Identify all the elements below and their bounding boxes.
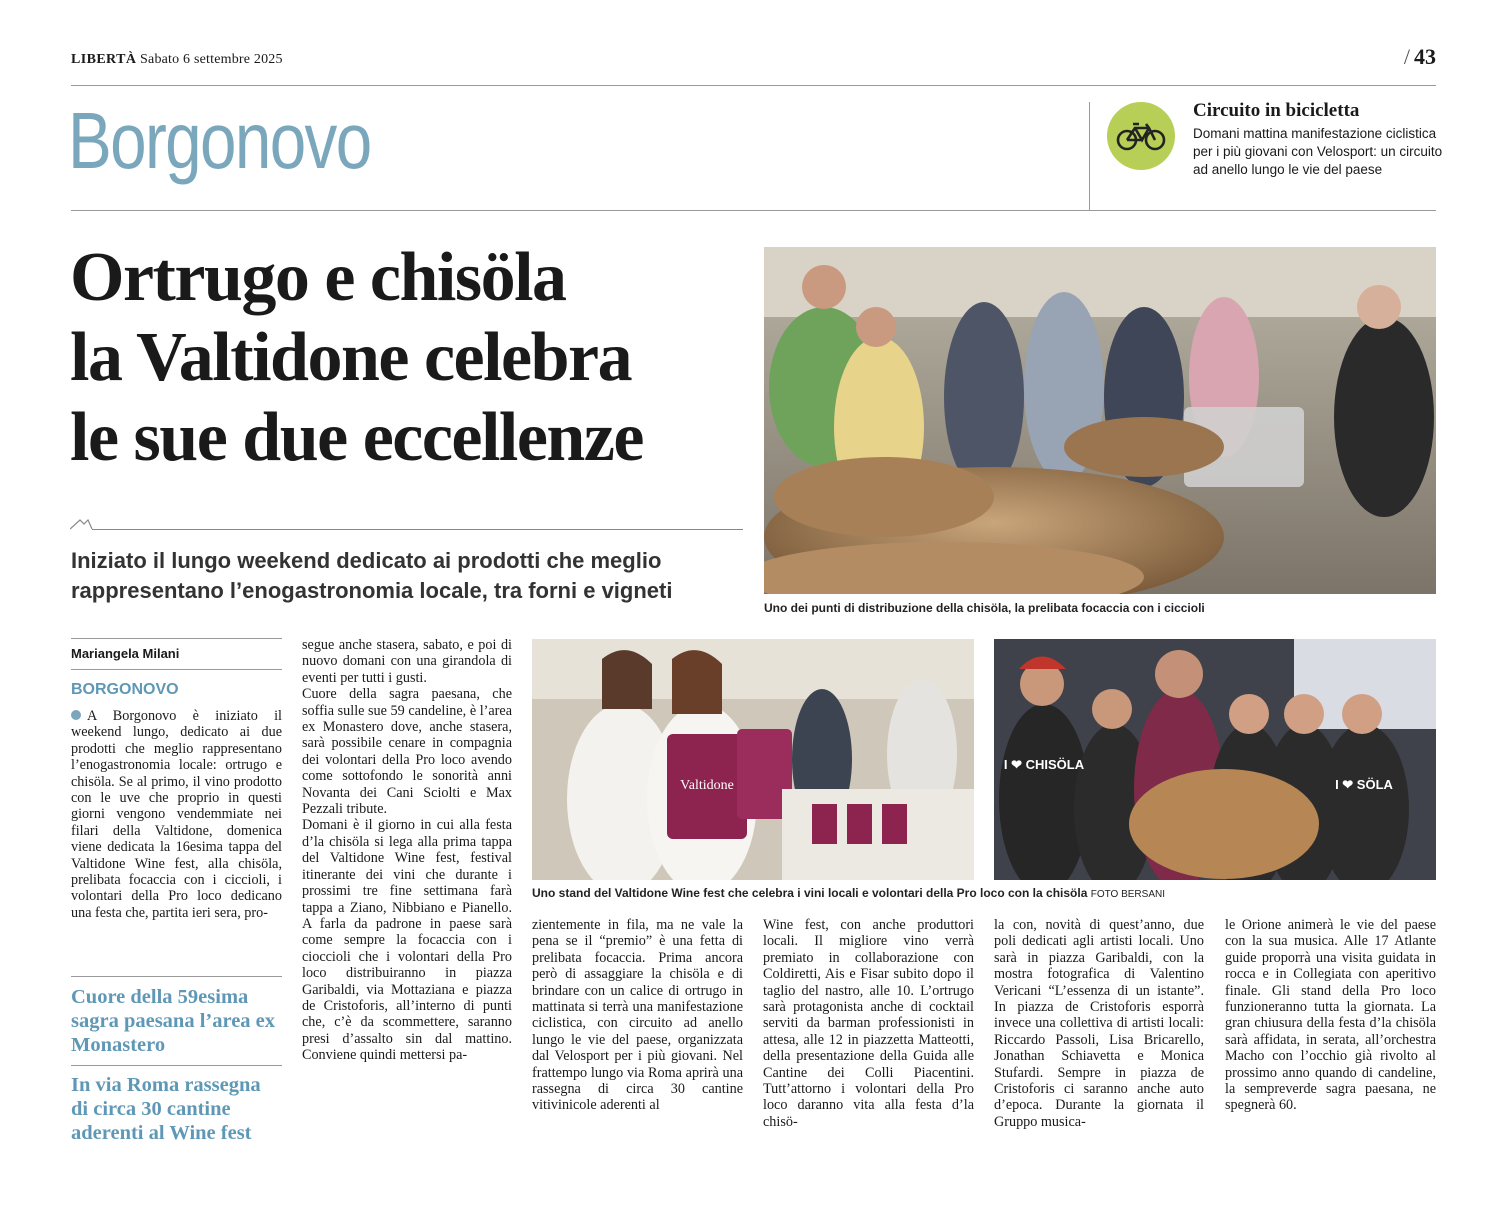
tshirt-print: I ❤ SÖLA (1335, 777, 1393, 792)
paragraph: Cuore della sagra paesana, che soffia sulle sue 59 candeline, è l’area ex Monastero dove, anche stasera, sarà possibile cenare in compagnia dei volontari della Pro loco avendo come sottofondo le sonorità anni Novanta dei Cani Sciolti e Max Pezzali tribute. (302, 686, 512, 818)
bottom-photos-caption (532, 886, 1165, 900)
sidebox-text: Domani mattina manifestazione ciclistica per i più giovani con Velosport: un circuito ad anello lungo le vie del paese (1193, 126, 1443, 177)
caption-text: Uno stand del Valtidone Wine fest che celebra i vini locali e volontari della Pro loco con la chisöla (532, 886, 1088, 900)
paragraph: Domani è il giorno in cui alla festa d’la chisöla si lega alla prima tappa del Valtidone Wine fest, festival itinerante dei vini che durante i prossimi tre fine settimana farà tappa a Ziano, Nibbiano e Pianello. A farla da padrone in paese sarà come sempre la focaccia con i cioccioli che i volontari della Pro loco distribuiranno in piazza Garibaldi, via Mottaziana e piazza de Cristoforis, all’interno di punti che, c’è da scommettere, saranno presi d’assalto sin dal mattino. Conviene quindi mettersi pa- (302, 817, 512, 1064)
article-column-1 (71, 708, 282, 921)
bicycle-icon (1107, 102, 1175, 170)
headline-line: la Valtidone celebra (70, 319, 632, 396)
wine-stand-photo (532, 639, 974, 880)
bullet-icon (71, 710, 81, 720)
article-column-4 (763, 917, 974, 1130)
article-column-5 (994, 917, 1204, 1130)
main-photo (764, 247, 1436, 594)
subheadline: Iniziato il lungo weekend dedicato ai prodotti che meglio rappresentano l’enogastronomia locale, tra forni e vigneti (71, 548, 673, 603)
photo-credit: FOTO BERSANI (1090, 889, 1165, 900)
paper-name: LIBERTÀ (71, 52, 137, 67)
paragraph: le Orione animerà le vie del paese con la sua musica. Alle 17 Atlante guide proporrà una visita guidata in rocca e in Collegiata con aperitivo finale. Gli stand della Pro loco funzioneranno tutta la giornata. La gran chiusura della festa d’la chisöla sarà affidata, in serata, all’orchestra Macho con l’occhio già rivolto al prossimo anno quando di candeline, la sempreverde sagra paesana, ne spegnerà 60. (1225, 917, 1436, 1114)
volunteers-photo (994, 639, 1436, 880)
issue-date: Sabato 6 settembre 2025 (140, 52, 283, 67)
headline-line: le sue due eccellenze (70, 399, 644, 476)
article-column-3 (532, 917, 743, 1114)
page-number: / 43 (1403, 44, 1436, 69)
byline: Mariangela Milani (71, 646, 180, 661)
article-column-2 (302, 637, 512, 1064)
paragraph: Wine fest, con anche produttori locali. Il migliore vino verrà premiato in collaborazione con Coldiretti, Ais e Fisar subito dopo il taglio del nastro, alle 10. L’ortrugo sarà protagonista anche di cocktail serviti da barman professionisti in attesa, alle 12 in piazzetta Matteotti, della presentazione della Guida alle Cantine dei Colli Piacentini. Tutt’attorno i volontari della Pro loco daranno vita alla festa d’la chisö- (763, 917, 974, 1130)
paragraph: zientemente in fila, ma ne vale la pena se il “premio” è una fetta di prelibata focaccia. Prima ancora però di assaggiare la chisöla e di brindare con un calice di ortrugo in mattinata si terrà una manifestazione ciclistica, con circuito ad anello lungo le vie del paese, organizzata dal Velosport per i più giovani. Nel frattempo lungo via Roma aprirà una rassegna di circa 30 cantine vitivinicole aderenti al (532, 917, 743, 1114)
byline-rule (71, 638, 282, 639)
page-number-value: 43 (1414, 44, 1436, 69)
article-column-6 (1225, 917, 1436, 1114)
bag-logo: Valtidone (680, 778, 734, 793)
headline-rule-tick (70, 516, 94, 530)
pullquote-rule (71, 976, 282, 977)
section-title: Borgonovo (68, 96, 371, 185)
paragraph: la con, novità di quest’anno, due poli dedicati agli artisti locali. Uno sarà in piazza Garibaldi, con la mostra fotografica di Valentino Vericani “L’essenza di un istante”. In piazza de Cristoforis esporrà invece una collettiva di artisti locali: Riccardo Passoli, Lisa Bricarello, Jonathan Schiavetta e Monica Stufardi. Sempre in piazza de Cristoforis ci saranno anche auto d’epoca. Durante la giornata il Gruppo musica- (994, 917, 1204, 1130)
pullquote: In via Roma rassegna di circa 30 cantine aderenti al Wine fest (71, 1074, 261, 1144)
sidebox-divider (1089, 102, 1090, 210)
byline-rule (71, 669, 282, 670)
pullquote-rule (71, 1065, 282, 1066)
main-photo-caption: Uno dei punti di distribuzione della chisöla, la prelibata focaccia con i ciccioli (764, 601, 1205, 615)
pullquote: Cuore della 59esima sagra paesana l’area ex Monastero (71, 986, 276, 1056)
headline-rule (92, 529, 743, 530)
headline (70, 238, 760, 478)
header-bottom-rule (71, 210, 1436, 211)
sidebox-title: Circuito in bicicletta (1193, 100, 1360, 121)
dateline: BORGONOVO (71, 681, 179, 698)
column-text: A Borgonovo è iniziato il weekend lungo, dedicato ai due prodotti che meglio rappresentano l’enogastronomia locale: ortrugo e chisöla. Se al primo, il vino prodotto con le uve che proprio in questi giorni vengono vendemmiate nei filari della Valtidone, domenica viene dedicata la 16esima tappa del Valtidone Wine fest, alla chisöla, prelibata focaccia con i ciccioli, i volontari della Pro loco dedicano una festa che, partita ieri sera, pro- (71, 708, 282, 921)
paragraph: segue anche stasera, sabato, e poi di nuovo domani con una girandola di eventi per tutti i gusti. (302, 637, 512, 686)
masthead (71, 52, 283, 68)
headline-line: Ortrugo e chisöla (70, 239, 566, 316)
tshirt-print: I ❤ CHISÖLA (1003, 757, 1085, 772)
